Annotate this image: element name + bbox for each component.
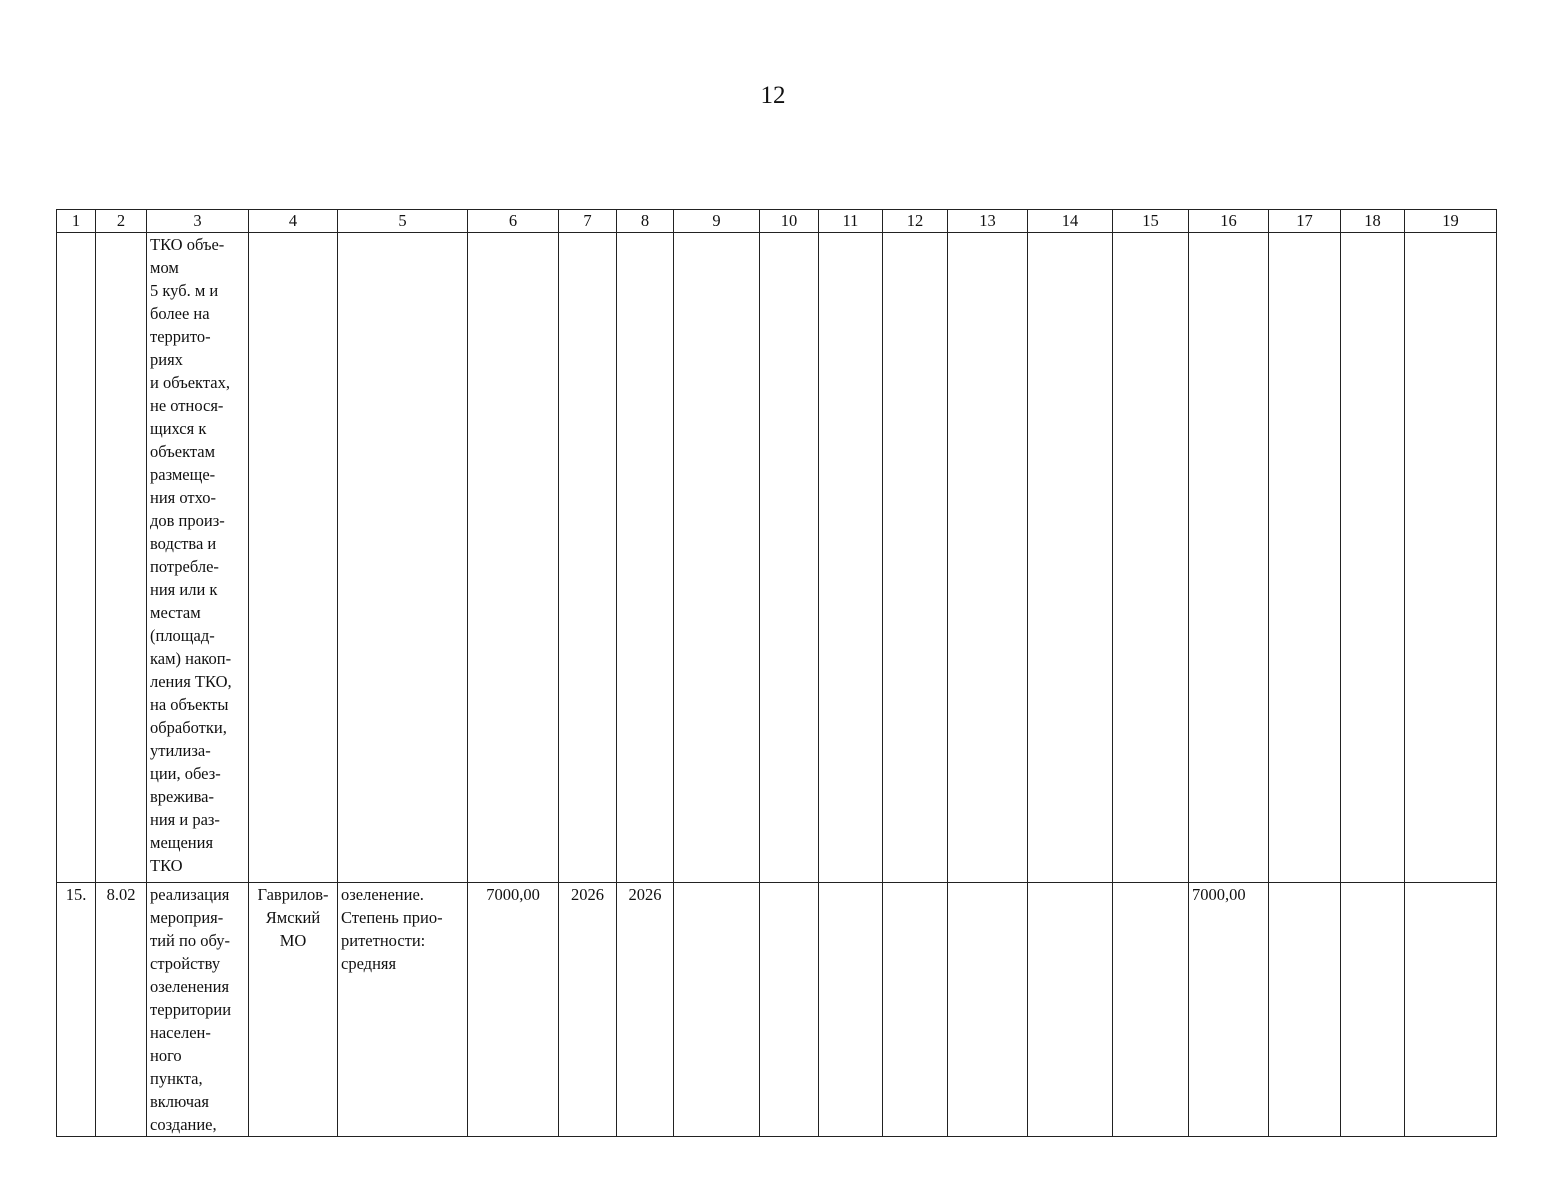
table-cell [1269,883,1341,1137]
column-number: 4 [249,210,338,233]
start-year-cell: 2026 [559,883,617,1137]
column-number: 12 [883,210,948,233]
column-number: 17 [1269,210,1341,233]
table-cell [338,233,468,883]
table-cell [674,883,760,1137]
table-cell [1113,233,1189,883]
table-cell [1269,233,1341,883]
table-cell [1405,233,1497,883]
table-cell [1341,883,1405,1137]
column-number: 18 [1341,210,1405,233]
table-cell [1113,883,1189,1137]
table-cell [760,883,819,1137]
code-cell: 8.02 [96,883,147,1137]
category-cell: озеленение. Степень прио- ритетности: средняя [338,883,468,1137]
page-number: 12 [760,82,786,109]
table-cell [674,233,760,883]
table-cell [1028,883,1113,1137]
end-year-cell: 2026 [617,883,674,1137]
column-number: 9 [674,210,760,233]
row-number-cell: 15. [57,883,96,1137]
table-cell [1189,233,1269,883]
column-number: 2 [96,210,147,233]
column-number: 13 [948,210,1028,233]
table-row [57,883,1497,1137]
column-number: 14 [1028,210,1113,233]
amount-cell: 7000,00 [468,883,559,1137]
column-number: 7 [559,210,617,233]
table-cell [948,233,1028,883]
column-number: 5 [338,210,468,233]
column-number: 10 [760,210,819,233]
municipality-cell: Гаврилов- Ямский МО [249,883,338,1137]
table-cell [57,233,96,883]
table-cell [96,233,147,883]
table-cell [948,883,1028,1137]
table-cell [819,883,883,1137]
column-number: 11 [819,210,883,233]
column-number: 16 [1189,210,1269,233]
table-cell [249,233,338,883]
table-cell [883,233,948,883]
table-cell [883,883,948,1137]
table-cell [1028,233,1113,883]
table-row [57,233,1497,883]
table-cell [559,233,617,883]
column-number: 1 [57,210,96,233]
measure-description-cell: ТКО объе- мом 5 куб. м и более на террито- риях и объектах, не относя- щихся к объектам размеще- ния отхо- дов произ- водства и потребле- ния или к местам (площад- кам) накоп- ления ТКО, на объекты обработки, утилиза- ции, обез- врежива- ния и раз- мещения ТКО [147,233,249,883]
data-table [56,209,1497,1137]
table-cell [1405,883,1497,1137]
column-number: 19 [1405,210,1497,233]
column-number: 6 [468,210,559,233]
amount-2026-cell: 7000,00 [1189,883,1269,1137]
column-number: 3 [147,210,249,233]
table-cell [819,233,883,883]
column-number-row [57,210,1497,233]
table-cell [760,233,819,883]
measure-description-cell: реализация мероприя- тий по обу- стройству озеленения территории населен- ного пункта, включая создание, [147,883,249,1137]
table-cell [617,233,674,883]
table-cell [1341,233,1405,883]
column-number: 15 [1113,210,1189,233]
column-number: 8 [617,210,674,233]
table-cell [468,233,559,883]
